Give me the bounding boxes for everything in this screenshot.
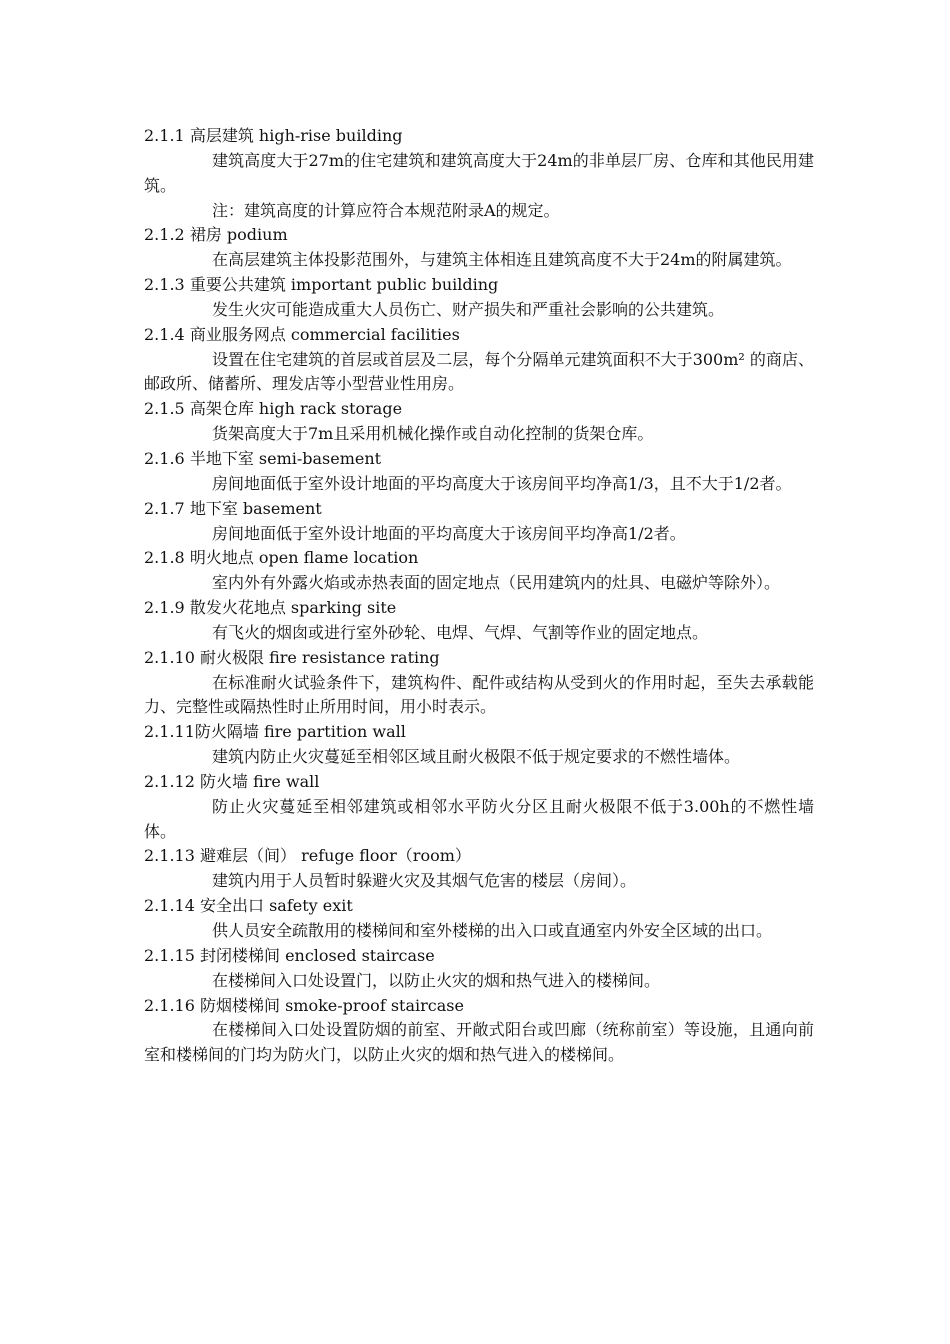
entry-definition: 发生火灾可能造成重大人员伤亡、财产损失和严重社会影响的公共建筑。: [212, 299, 725, 319]
entry-heading: [144, 894, 814, 919]
entry-number: 2.1.5: [144, 399, 185, 419]
entry-term: 裙房 podium: [189, 225, 288, 245]
entry-number: 2.1.15: [144, 945, 195, 965]
entry-heading: [144, 273, 814, 298]
entry-definition: 在楼梯间入口处设置防烟的前室、开敞式阳台或凹廊（统称前室）等设施，且通向前室和楼梯间的门均为防火门，以防止火灾的烟和热气进入的楼梯间。: [144, 1020, 814, 1065]
entry-definition: 房间地面低于室外设计地面的平均高度大于该房间平均净高1/3，且不大于1/2者。: [212, 473, 792, 493]
entry-heading: [144, 497, 814, 522]
entry-heading: [144, 994, 814, 1019]
entry-number: 2.1.13: [144, 846, 195, 866]
entry-definition: 建筑高度大于27m的住宅建筑和建筑高度大于24m的非单层厂房、仓库和其他民用建筑。: [144, 150, 814, 195]
entry-term: 避难层（间） refuge floor（room）: [199, 846, 471, 866]
entry-heading: [144, 223, 814, 248]
definition-entry: [144, 646, 814, 721]
entry-definition: 在标准耐火试验条件下，建筑构件、配件或结构从受到火的作用时起，至失去承载能力、完整性或隔热性时止所用时间，用小时表示。: [144, 672, 814, 717]
entry-term: 重要公共建筑 important public building: [189, 275, 499, 295]
entry-heading: [144, 596, 814, 621]
entry-heading: [144, 447, 814, 472]
definition-entry: [144, 223, 814, 273]
entry-number: 2.1.14: [144, 896, 195, 916]
entry-number: 2.1.4: [144, 324, 185, 344]
entry-heading: [144, 323, 814, 348]
entry-term: 散发火花地点 sparking site: [189, 598, 397, 618]
entry-term: 商业服务网点 commercial facilities: [189, 324, 460, 344]
entry-heading: [144, 844, 814, 869]
entry-term: 高层建筑 high-rise building: [189, 126, 403, 145]
entry-term: 高架仓库 high rack storage: [189, 399, 403, 419]
entry-definition: 室内外有外露火焰或赤热表面的固定地点（民用建筑内的灶具、电磁炉等除外）。: [212, 573, 781, 593]
entry-term: 防火隔墙 fire partition wall: [194, 722, 406, 742]
entry-number: 2.1.1: [144, 126, 185, 145]
entry-definition: 有飞火的烟囱或进行室外砂轮、电焊、气焊、气割等作业的固定地点。: [212, 622, 709, 642]
entry-term: 明火地点 open flame location: [189, 548, 419, 568]
entry-note: 注：建筑高度的计算应符合本规范附录A的规定。: [212, 200, 560, 220]
definition-entry: [144, 720, 814, 770]
definition-entry: [144, 546, 814, 596]
entry-term: 安全出口 safety exit: [199, 896, 353, 916]
definition-entry: [144, 273, 814, 323]
definition-entry: [144, 994, 814, 1069]
entry-definition: 建筑内防止火灾蔓延至相邻区域且耐火极限不低于规定要求的不燃性墙体。: [212, 747, 741, 767]
entry-number: 2.1.6: [144, 448, 185, 468]
entry-term: 防烟楼梯间 smoke-proof staircase: [199, 995, 464, 1015]
definition-entry: [144, 894, 814, 944]
entry-definition: 防止火灾蔓延至相邻建筑或相邻水平防火分区且耐火极限不低于3.00h的不燃性墙体。: [144, 796, 814, 841]
definition-entry: [144, 124, 814, 223]
entry-number: 2.1.11: [144, 722, 195, 742]
entry-definition: 货架高度大于7m且采用机械化操作或自动化控制的货架仓库。: [212, 424, 654, 444]
definition-entry: [144, 497, 814, 547]
entry-definition: 建筑内用于人员暂时躲避火灾及其烟气危害的楼层（房间）。: [212, 871, 637, 891]
entry-term: 地下室 basement: [189, 498, 322, 518]
entry-term: 防火墙 fire wall: [199, 771, 320, 791]
definition-entry: [144, 447, 814, 497]
entry-definition: 在高层建筑主体投影范围外，与建筑主体相连且建筑高度不大于24m的附属建筑。: [212, 250, 792, 270]
definition-entry: [144, 844, 814, 894]
entry-number: 2.1.3: [144, 275, 185, 295]
entry-number: 2.1.10: [144, 647, 195, 667]
entry-number: 2.1.8: [144, 548, 185, 568]
entry-definition: 供人员安全疏散用的楼梯间和室外楼梯的出入口或直通室内外安全区域的出口。: [212, 921, 773, 940]
entry-heading: [144, 124, 814, 149]
entry-term: 半地下室 semi-basement: [189, 448, 382, 468]
entry-definition: 房间地面低于室外设计地面的平均高度大于该房间平均净高1/2者。: [212, 523, 686, 543]
entry-heading: [144, 546, 814, 571]
entry-number: 2.1.12: [144, 771, 195, 791]
entry-definition: 在楼梯间入口处设置门，以防止火灾的烟和热气进入的楼梯间。: [212, 970, 661, 990]
entry-term: 封闭楼梯间 enclosed staircase: [199, 945, 435, 965]
entry-number: 2.1.2: [144, 225, 185, 245]
definition-entry: [144, 323, 814, 398]
entry-heading: [144, 944, 814, 969]
definition-entry: [144, 944, 814, 994]
entry-heading: [144, 770, 814, 795]
definition-entry: [144, 596, 814, 646]
document-page: [144, 124, 814, 1068]
entry-number: 2.1.7: [144, 498, 185, 518]
entry-number: 2.1.16: [144, 995, 195, 1015]
entry-term: 耐火极限 fire resistance rating: [199, 647, 440, 667]
entry-definition: 设置在住宅建筑的首层或首层及二层，每个分隔单元建筑面积不大于300m² 的商店、邮政所、储蓄所、理发店等小型营业性用房。: [144, 349, 814, 394]
entry-heading: [144, 397, 814, 422]
entry-heading: [144, 646, 814, 671]
definition-entry: [144, 770, 814, 845]
entry-heading: [144, 720, 814, 745]
entry-number: 2.1.9: [144, 598, 185, 618]
definition-entry: [144, 397, 814, 447]
